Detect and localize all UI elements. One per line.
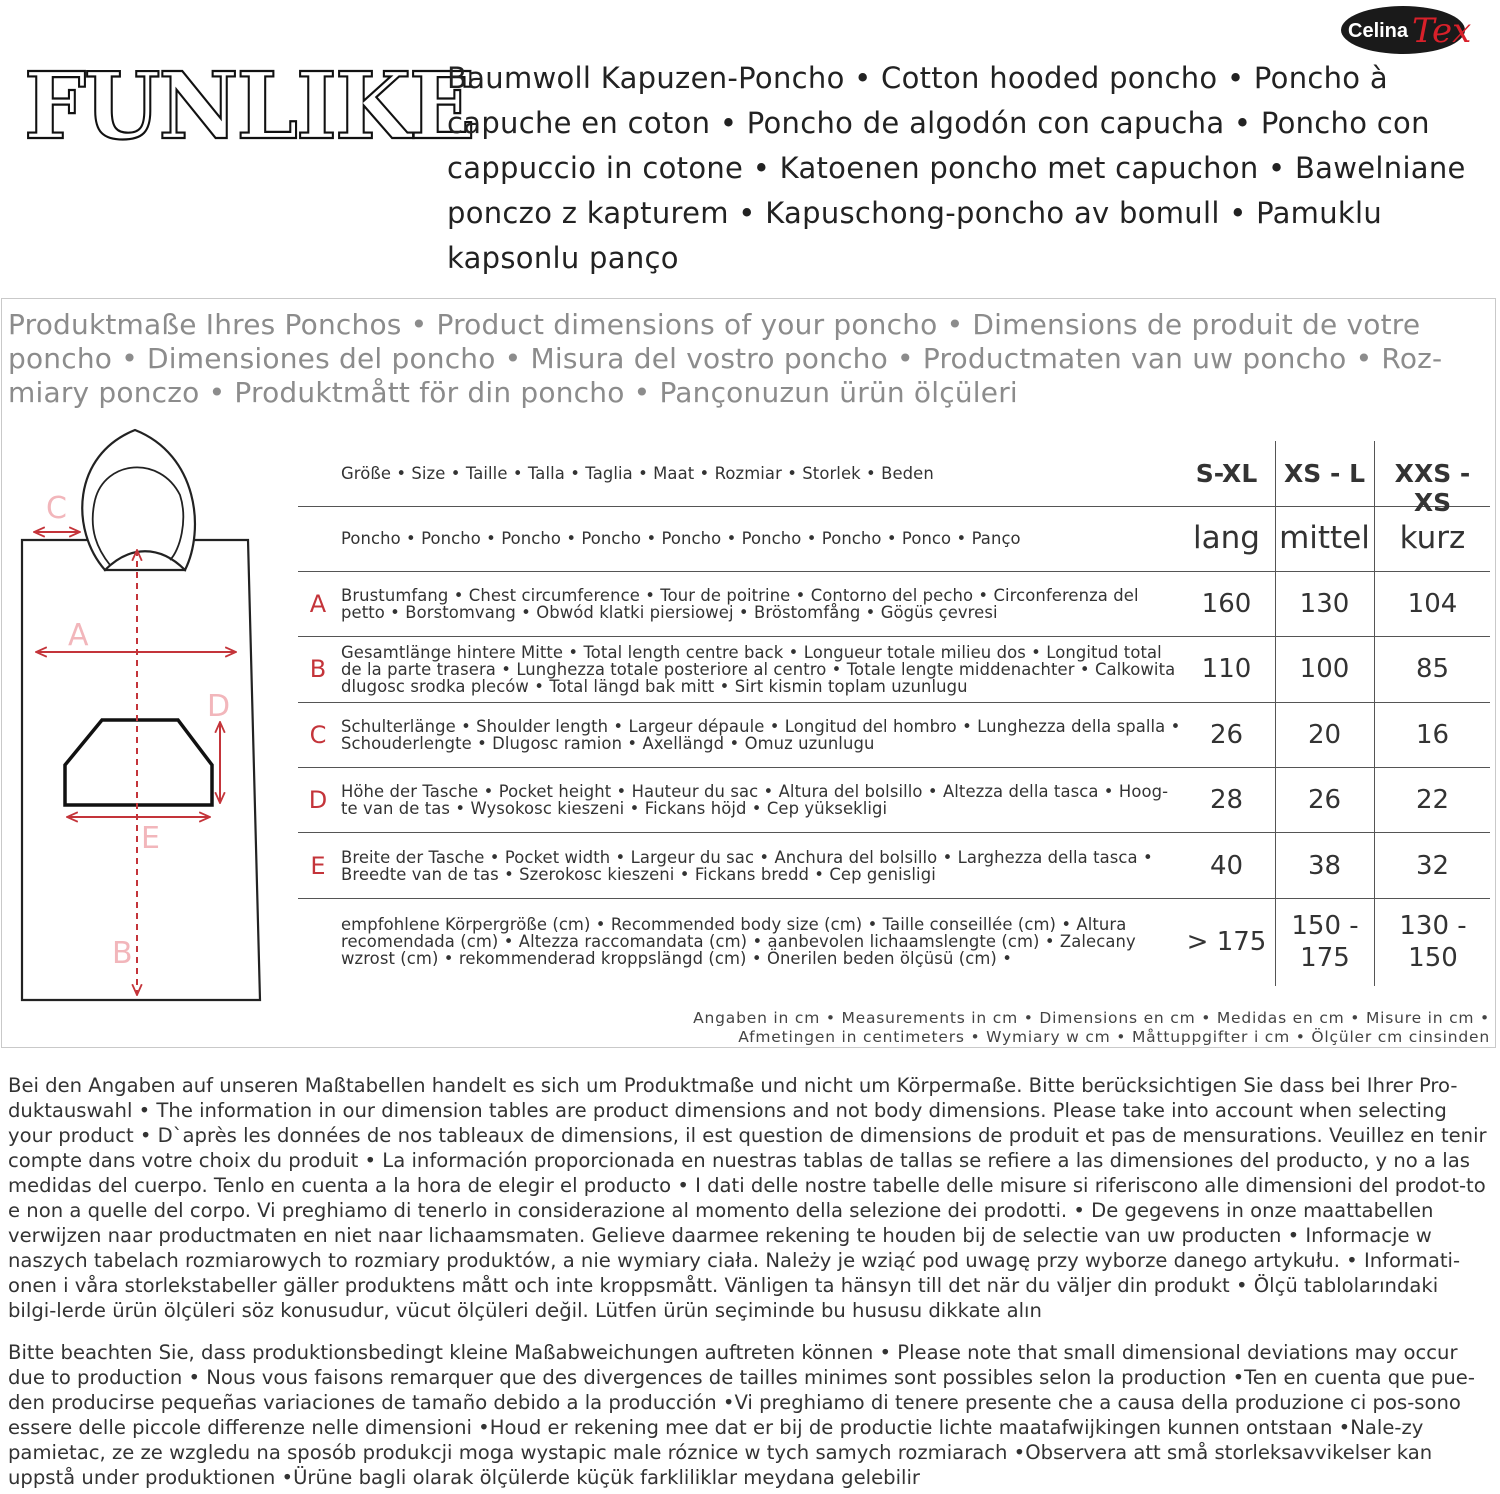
- row-letter: B: [309, 655, 327, 683]
- row-letter: D: [308, 786, 328, 814]
- size-col-3: XXS - XS: [1394, 459, 1471, 517]
- logo-suffix: Tex: [1412, 11, 1472, 51]
- brand-name: FUNLIKE: [24, 52, 474, 160]
- table-row-e: [298, 832, 1490, 898]
- row-value: 160: [1201, 589, 1252, 619]
- row-label: Gesamtlänge hintere Mitte • Total length centre back • Longueur totale milieu dos • Longitud total de la parte trasera • Lunghezza totale posteriore al centro • Totale lengte middenachter • Calkowita dlugosc srodka pleców • Total längd bak mitt • Sirt kismin toplam uzunlugu: [341, 643, 1176, 696]
- table-row-b: [298, 636, 1490, 702]
- row-value: 32: [1415, 851, 1450, 881]
- length-col-2: mittel: [1279, 520, 1370, 556]
- row-value: 100: [1299, 654, 1350, 684]
- body-size-value: 130 - 150: [1399, 911, 1467, 973]
- dimensions-title: Produktmaße Ihres Ponchos • Product dimensions of your poncho • Dimensions de produit de votre poncho • Dimensiones del poncho • Misura del vostro poncho • Productmaten van uw poncho • Roz-miary ponczo • Produktmått för din poncho • Pançonuzun ürün ölçüleri: [8, 308, 1443, 409]
- row-value: 26: [1209, 720, 1244, 750]
- length-col-1: lang: [1193, 520, 1260, 556]
- row-label: Breite der Tasche • Pocket width • Largeur du sac • Anchura del bolsillo • Larghezza della tasca • Breedte van de tas • Szerokosc kieszeni • Fickans bredd • Cep genisligi: [341, 848, 1153, 884]
- table-row-c: [298, 702, 1490, 767]
- length-row: [298, 506, 1490, 571]
- row-value: 28: [1209, 785, 1244, 815]
- table-row-d: [298, 767, 1490, 832]
- poncho-diagram: [10, 420, 280, 1015]
- row-letter: A: [309, 590, 327, 618]
- size-row: [298, 441, 1490, 517]
- product-title: Baumwoll Kapuzen-Poncho • Cotton hooded poncho • Poncho à capuche en coton • Poncho de algodón con capucha • Poncho con cappuccio in cotone • Katoenen poncho met capuchon • Bawelniane ponczo z kapturem • Kapuschong-poncho av bomull • Pamuklu kapsonlu panço: [447, 61, 1466, 275]
- body-size-row: [298, 898, 1490, 986]
- body-size-value: 150 - 175: [1291, 911, 1359, 973]
- logo-prefix: Celina: [1348, 20, 1409, 42]
- row-letter: E: [310, 852, 326, 880]
- size-col-1: S-XL: [1195, 459, 1258, 488]
- row-value: 85: [1415, 654, 1450, 684]
- label-a: A: [68, 618, 89, 653]
- body-size-value: > 175: [1186, 927, 1267, 957]
- row-label: Schulterlänge • Shoulder length • Largeur dépaule • Longitud del hombro • Lunghezza della spalla • Schouderlengte • Dlugosc ramion • Axellängd • Omuz uzunlugu: [341, 717, 1181, 753]
- row-value: 40: [1209, 851, 1244, 881]
- label-d: D: [207, 689, 231, 724]
- deviation-paragraph: Bitte beachten Sie, dass produktionsbedingt kleine Maßabweichungen auftreten können • Please note that small dimensional deviations may occur due to production • Nous vous faisons remarquer que des divergences de tailles minimes sont possibles selon la production •Ten en cuenta que pue-den producirse pequeñas variaciones de tamaño debido a la producción •Vi preghiamo di tenere presente che a causa della produzione ci pos-sono essere delle piccole differenze nelle dimensioni •Houd er rekening mee dat er bij de productie lichte maatafwijkingen kunnen ontstaan •Nale-zy pamietac, ze ze wzgledu na sposób produkcji moga wystapic male róznice w tych samych rozmiarach •Observera att små storleksavvikelser kan uppstå under produktionen •Ürüne bagli olarak ölçülerde küçük farkliliklar meydana gelebilir: [8, 1341, 1475, 1489]
- row-value: 104: [1407, 589, 1458, 619]
- row-value: 110: [1201, 654, 1252, 684]
- row-value: 20: [1307, 720, 1342, 750]
- row-label: Höhe der Tasche • Pocket height • Hauteur du sac • Altura del bolsillo • Altezza della tasca • Hoog-te van de tas • Wysokosc kieszeni • Fickans höjd • Cep yüksekligi: [341, 782, 1169, 818]
- length-row-label: Poncho • Poncho • Poncho • Poncho • Poncho • Poncho • Poncho • Ponco • Panço: [341, 529, 1021, 548]
- size-row-label: Größe • Size • Taille • Talla • Taglia • Maat • Rozmiar • Storlek • Beden: [341, 464, 934, 483]
- row-label: Brustumfang • Chest circumference • Tour de poitrine • Contorno del pecho • Circonferenza del petto • Borstomvang • Obwód klatki piersiowej • Bröstomfång • Gögüs çevresi: [341, 586, 1139, 622]
- label-b: B: [112, 936, 133, 971]
- measurement-note: Angaben in cm • Measurements in cm • Dimensions en cm • Medidas en cm • Misure in cm • Afmetingen in centimeters • Wymiary w cm • Måttuppgifter i cm • Ölçüler cm cinsinden: [693, 1009, 1490, 1046]
- body-size-label: empfohlene Körpergröße (cm) • Recommended body size (cm) • Taille conseillée (cm) • Altura recomendada (cm) • Altezza raccomandata (cm) • aanbevolen lichaamslengte (cm) • Zalecany wzrost (cm) • rekommenderad kroppslängd (cm) • Önerilen beden ölçüsü (cm) •: [341, 915, 1136, 968]
- row-value: 16: [1415, 720, 1450, 750]
- label-c: C: [46, 491, 67, 526]
- row-letter: C: [309, 721, 327, 749]
- label-e: E: [141, 821, 160, 856]
- row-value: 26: [1307, 785, 1342, 815]
- info-paragraph: Bei den Angaben auf unseren Maßtabellen handelt es sich um Produktmaße und nicht um Körpermaße. Bitte berücksichtigen Sie dass bei Ihrer Pro-duktauswahl • The information in our dimension tables are product dimensions and not body dimensions. Please take into account when selecting your product • D`après les données de nos tableaux de dimensions, il est question de dimensions de produit et pas de mensurations. Veuillez en tenir compte dans votre choix du produit • La información proporcionada en nuestras tablas de tallas se refiere a las dimensiones del producto, y no a las medidas del cuerpo. Tenlo en cuenta a la hora de elegir el producto • I dati delle nostre tabelle delle misure si riferiscono alle dimensioni del prodot-to e non a quelle del corpo. Vi preghiamo di tenerlo in considerazione al momento della selezione dei prodotti. • De gegevens in onze maattabellen verwijzen naar productmaten en niet naar lichaamsmaten. Gelieve daarmee rekening te houden bij de selectie van uw producten • Informacje w naszych tabelach rozmiarowych to rozmiary produktów, a nie wymiary ciała. Należy je wziąć pod uwagę przy wyborze danego artykułu. • Informati-onen i våra storlekstabeller gäller produktens mått och inte kroppsmått. Vänligen ta hänsyn till det när du väljer din produkt • Ölçü tablolarındaki bilgi-lerde ürün ölçüleri söz konusudur, vücut ölçüleri değil. Lütfen ürün seçiminde bu hususu dikkate alın: [8, 1074, 1487, 1322]
- row-value: 38: [1307, 851, 1342, 881]
- celinatex-logo: [1340, 4, 1472, 56]
- row-value: 130: [1299, 589, 1350, 619]
- length-col-3: kurz: [1399, 520, 1466, 556]
- table-row-a: [298, 571, 1490, 636]
- size-col-2: XS - L: [1284, 459, 1365, 488]
- row-value: 22: [1415, 785, 1450, 815]
